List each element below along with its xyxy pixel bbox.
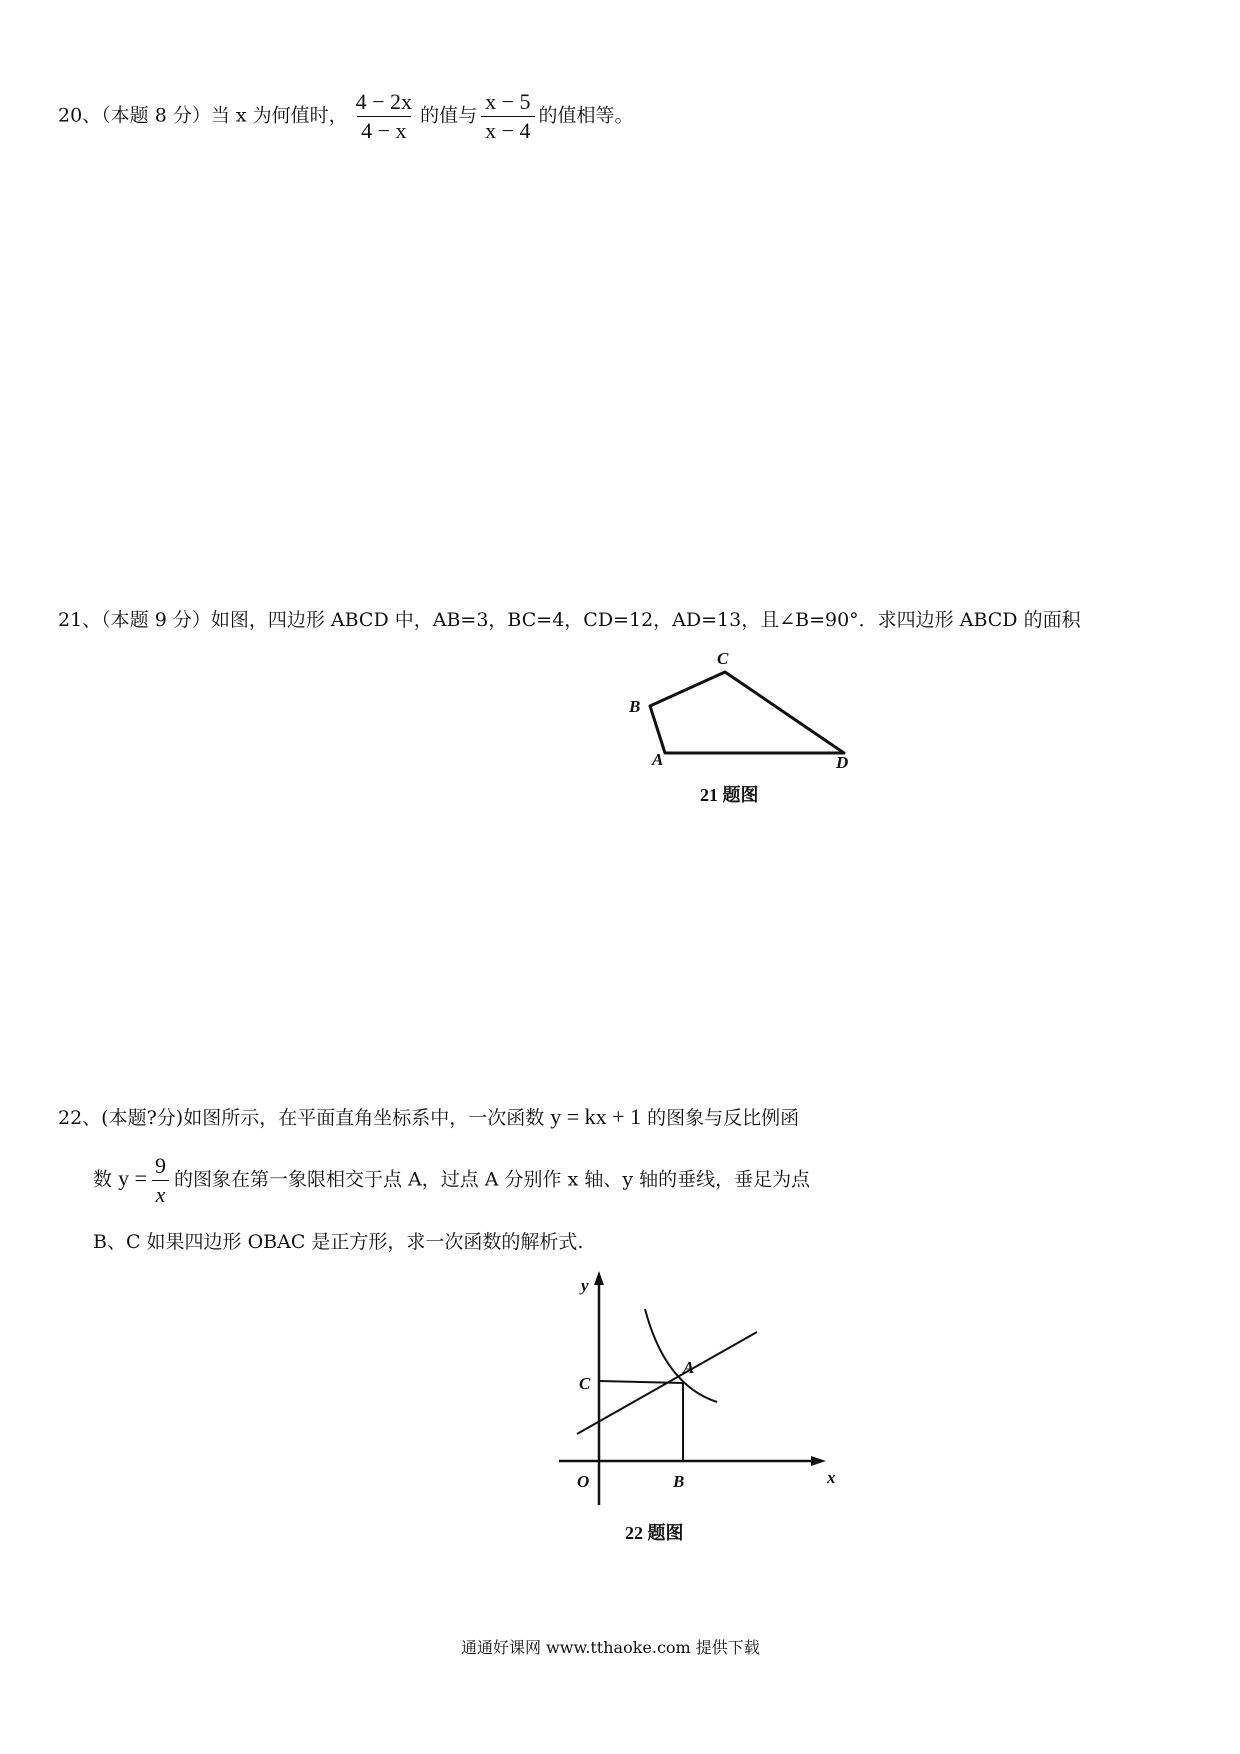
- x-axis-arrow: [811, 1456, 826, 1466]
- q21-quadrilateral-figure: [620, 645, 860, 815]
- q22-label-y: y: [581, 1276, 589, 1295]
- question-22-line-2: [93, 1155, 810, 1206]
- page-footer: 通通好课网 www.tthaoke.com 提供下载: [461, 1638, 760, 1657]
- question-22-line-1: [58, 1106, 799, 1128]
- q22-label-x: x: [827, 1468, 836, 1487]
- y-axis-arrow: [594, 1271, 604, 1285]
- q22-inverse-fraction: [151, 1155, 170, 1206]
- q22-line1-suffix: 的图象与反比例函: [647, 1107, 800, 1129]
- q21-label-b: B: [629, 697, 641, 716]
- q20-fraction-1: [352, 91, 416, 142]
- q20-fraction-2-numerator: x − 5: [485, 89, 531, 114]
- q20-fraction-1-numerator: 4 − 2x: [355, 89, 413, 114]
- q21-figure-caption: 21 题图: [700, 785, 759, 805]
- q22-label-c: C: [579, 1374, 591, 1393]
- q22-label-o: O: [577, 1472, 590, 1491]
- q22-label-a: A: [683, 1358, 695, 1377]
- question-20: [58, 91, 634, 142]
- q22-inverse-denominator: x: [152, 1180, 170, 1206]
- q22-figure-caption: 22 题图: [625, 1523, 684, 1543]
- q20-fraction-2: [481, 91, 534, 142]
- q21-label-c: C: [717, 649, 729, 668]
- question-22-line-3: B、C 如果四边形 OBAC 是正方形，求一次函数的解析式.: [93, 1231, 584, 1253]
- q22-inverse-numerator: 9: [154, 1153, 166, 1178]
- q20-prefix: 20、（本题 8 分）当 x 为何值时，: [58, 104, 348, 127]
- q21-label-a: A: [652, 750, 664, 769]
- q22-coordinate-figure: [555, 1265, 845, 1555]
- q22-line2-suffix: 的图象在第一象限相交于点 A，过点 A 分别作 x 轴、y 轴的垂线，垂足为点: [173, 1168, 811, 1191]
- q22-label-b: B: [673, 1472, 685, 1491]
- q20-suffix: 的值相等。: [538, 104, 634, 127]
- q22-line2-prefix: 数: [93, 1168, 113, 1191]
- question-21: 21、（本题 9 分）如图，四边形 ABCD 中，AB=3，BC=4，CD=12，AD=13，且∠B=90°．求四边形 ABCD 的面积: [58, 609, 1081, 631]
- q22-line1-prefix: 22、(本题?分)如图所示，在平面直角坐标系中，一次函数: [58, 1107, 545, 1129]
- q20-mid-text: 的值与: [420, 104, 478, 127]
- q21-label-d: D: [836, 753, 849, 772]
- q20-fraction-1-denominator: 4 − x: [357, 116, 410, 142]
- q22-linear-function: y = kx + 1: [550, 1104, 642, 1129]
- hyperbola-curve: [645, 1309, 717, 1402]
- q22-inverse-lhs: y =: [118, 1165, 147, 1191]
- quadrilateral-abcd: [650, 672, 844, 753]
- q20-fraction-2-denominator: x − 4: [481, 116, 534, 142]
